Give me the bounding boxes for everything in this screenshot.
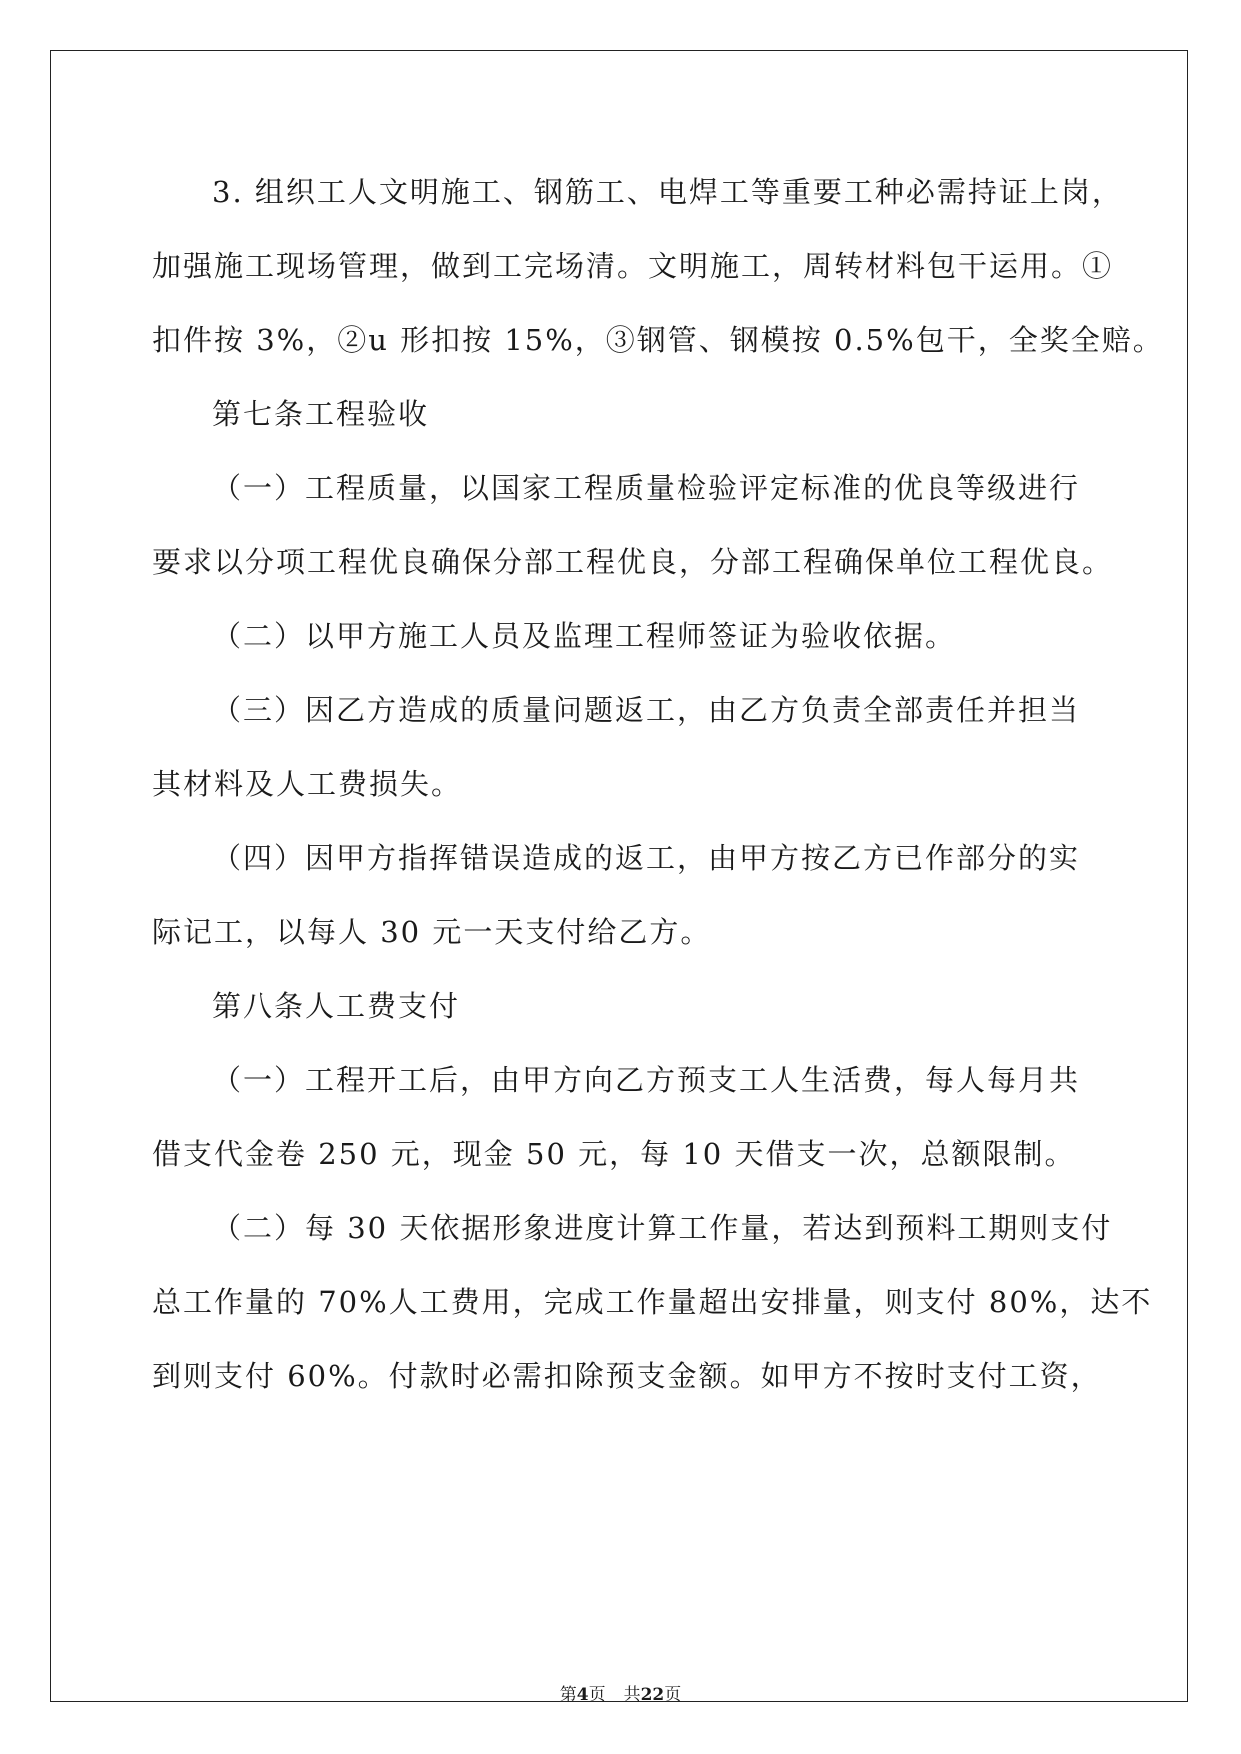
total-suffix: 页 (664, 1685, 682, 1705)
total-prefix: 共 (623, 1685, 641, 1705)
page-suffix: 页 (588, 1685, 606, 1705)
paragraph-line: 总工作量的 70%人工费用，完成工作量超出安排量，则支付 80%，达不 (152, 1285, 1153, 1319)
page-number: 4 (576, 1685, 589, 1705)
paragraph-line: 3. 组织工人文明施工、钢筋工、电焊工等重要工种必需持证上岗， (212, 175, 1123, 209)
paragraph-line: （一）工程开工后，由甲方向乙方预支工人生活费，每人每月共 (212, 1063, 1081, 1097)
paragraph-line: 其材料及人工费损失。 (152, 767, 463, 801)
page-prefix: 第 (559, 1685, 577, 1705)
section-heading: 第八条人工费支付 (212, 989, 461, 1023)
paragraph-line: （二）以甲方施工人员及监理工程师签证为验收依据。 (212, 619, 957, 653)
paragraph-line: （三）因乙方造成的质量问题返工，由乙方负责全部责任并担当 (212, 693, 1081, 727)
section-heading: 第七条工程验收 (212, 397, 430, 431)
paragraph-line: 际记工，以每人 30 元一天支付给乙方。 (152, 915, 712, 949)
page-footer (0, 1684, 1241, 1706)
paragraph-line: （一）工程质量，以国家工程质量检验评定标准的优良等级进行 (212, 471, 1081, 505)
paragraph-line: 扣件按 3%，②u 形扣按 15%，③钢管、钢模按 0.5%包干，全奖全赔。 (152, 323, 1164, 357)
paragraph-line: （二）每 30 天依据形象进度计算工作量，若达到预料工期则支付 (212, 1211, 1113, 1245)
paragraph-line: 加强施工现场管理，做到工完场清。文明施工，周转材料包干运用。① (152, 249, 1114, 283)
paragraph-line: （四）因甲方指挥错误造成的返工，由甲方按乙方已作部分的实 (212, 841, 1081, 875)
paragraph-line: 要求以分项工程优良确保分部工程优良，分部工程确保单位工程优良。 (152, 545, 1114, 579)
paragraph-line: 借支代金卷 250 元，现金 50 元，每 10 天借支一次，总额限制。 (152, 1137, 1076, 1171)
total-pages: 22 (640, 1685, 665, 1705)
paragraph-line: 到则支付 60%。付款时必需扣除预支金额。如甲方不按时支付工资， (152, 1359, 1102, 1393)
